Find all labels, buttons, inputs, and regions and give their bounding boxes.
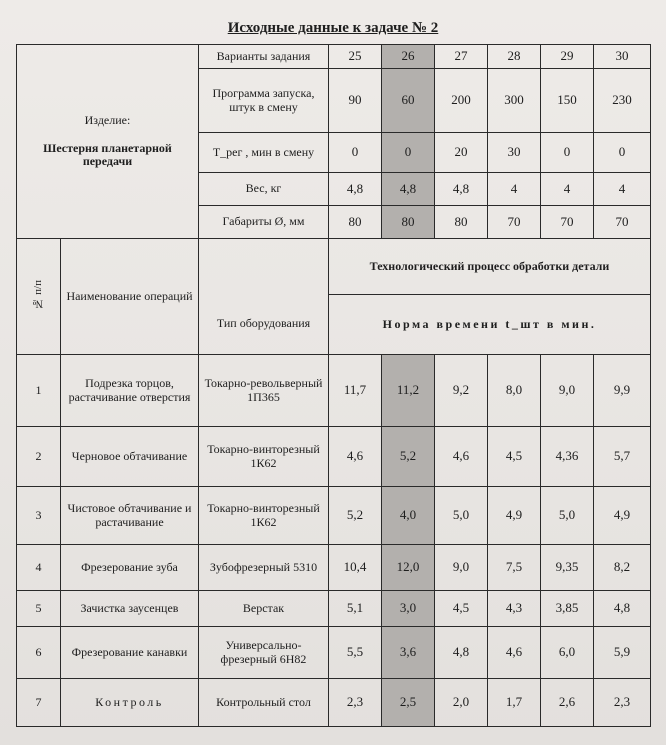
- op-name: Фрезерование канавки: [61, 627, 199, 679]
- op-value: 2,0: [435, 679, 488, 727]
- op-value: 8,0: [488, 355, 541, 427]
- variant-cell: 27: [435, 45, 488, 69]
- op-value: 4,5: [488, 427, 541, 487]
- op-equipment: Контрольный стол: [199, 679, 329, 727]
- param-label: Программа запуска, штук в смену: [199, 69, 329, 133]
- op-value: 5,5: [329, 627, 382, 679]
- param-value: 0: [541, 133, 594, 173]
- op-value: 3,0: [382, 591, 435, 627]
- param-value: 0: [594, 133, 651, 173]
- op-value: 4,8: [594, 591, 651, 627]
- param-value: 0: [382, 133, 435, 173]
- operation-header: Наименование операций: [61, 239, 199, 355]
- variants-row: [17, 45, 651, 69]
- data-table: [16, 44, 651, 727]
- product-cell: [17, 45, 199, 239]
- op-equipment: Универсально-фрезерный 6Н82: [199, 627, 329, 679]
- page-title: Исходные данные к задаче № 2: [227, 20, 439, 36]
- op-name: Черновое обтачивание: [61, 427, 199, 487]
- op-value: 12,0: [382, 545, 435, 591]
- op-value: 9,35: [541, 545, 594, 591]
- op-equipment: Токарно-винторезный 1К62: [199, 487, 329, 545]
- param-value: 4,8: [329, 173, 382, 206]
- op-value: 4,5: [435, 591, 488, 627]
- op-num: 1: [17, 355, 61, 427]
- param-value: 4: [541, 173, 594, 206]
- op-value: 2,3: [594, 679, 651, 727]
- num-header: [17, 239, 61, 355]
- op-num: 4: [17, 545, 61, 591]
- equipment-header: Тип оборудования: [199, 295, 329, 355]
- op-value: 4,6: [329, 427, 382, 487]
- op-value: 2,3: [329, 679, 382, 727]
- process-title: Технологический процесс обработки детали: [329, 239, 651, 295]
- param-value: 60: [382, 69, 435, 133]
- op-equipment: Верстак: [199, 591, 329, 627]
- table-row: [17, 679, 651, 727]
- op-value: 3,85: [541, 591, 594, 627]
- product-name: Шестерня планетарной передачи: [43, 140, 172, 169]
- param-label: Габариты Ø, мм: [199, 206, 329, 239]
- variant-cell: 29: [541, 45, 594, 69]
- op-value: 5,9: [594, 627, 651, 679]
- param-value: 80: [329, 206, 382, 239]
- param-value: 0: [329, 133, 382, 173]
- op-value: 2,5: [382, 679, 435, 727]
- variant-cell: 30: [594, 45, 651, 69]
- op-value: 5,2: [382, 427, 435, 487]
- table-row: [17, 487, 651, 545]
- op-value: 5,0: [435, 487, 488, 545]
- op-equipment: Токарно-револьверный 1П365: [199, 355, 329, 427]
- op-value: 5,7: [594, 427, 651, 487]
- op-value: 5,2: [329, 487, 382, 545]
- param-label: Т_рег , мин в смену: [199, 133, 329, 173]
- op-value: 2,6: [541, 679, 594, 727]
- op-value: 9,2: [435, 355, 488, 427]
- op-value: 5,1: [329, 591, 382, 627]
- op-value: 11,7: [329, 355, 382, 427]
- op-value: 9,0: [541, 355, 594, 427]
- op-value: 9,0: [435, 545, 488, 591]
- variants-label: Варианты задания: [199, 45, 329, 69]
- param-value: 4,8: [435, 173, 488, 206]
- variant-cell: 26: [382, 45, 435, 69]
- op-name: Контроль: [61, 679, 199, 727]
- table-row: [17, 355, 651, 427]
- param-value: 70: [541, 206, 594, 239]
- op-num: 5: [17, 591, 61, 627]
- param-value: 70: [594, 206, 651, 239]
- op-name: Зачистка заусенцев: [61, 591, 199, 627]
- param-value: 200: [435, 69, 488, 133]
- op-equipment: Токарно-винторезный 1К62: [199, 427, 329, 487]
- op-value: 4,3: [488, 591, 541, 627]
- op-value: 11,2: [382, 355, 435, 427]
- op-name: Фрезерование зуба: [61, 545, 199, 591]
- op-value: 3,6: [382, 627, 435, 679]
- table-row: [17, 545, 651, 591]
- param-value: 70: [488, 206, 541, 239]
- param-label: Вес, кг: [199, 173, 329, 206]
- param-value: 230: [594, 69, 651, 133]
- op-value: 8,2: [594, 545, 651, 591]
- param-value: 4: [594, 173, 651, 206]
- product-label: Изделие:: [84, 112, 131, 127]
- param-value: 300: [488, 69, 541, 133]
- op-value: 4,6: [435, 427, 488, 487]
- param-value: 150: [541, 69, 594, 133]
- op-value: 4,9: [488, 487, 541, 545]
- variant-cell: 28: [488, 45, 541, 69]
- op-num: 6: [17, 627, 61, 679]
- op-num: 2: [17, 427, 61, 487]
- table-row: [17, 627, 651, 679]
- op-name: Чистовое обтачивание и растачивание: [61, 487, 199, 545]
- op-value: 4,9: [594, 487, 651, 545]
- op-value: 10,4: [329, 545, 382, 591]
- op-value: 4,6: [488, 627, 541, 679]
- param-value: 80: [382, 206, 435, 239]
- param-value: 20: [435, 133, 488, 173]
- param-value: 80: [435, 206, 488, 239]
- variant-cell: 25: [329, 45, 382, 69]
- norm-header: Норма времени t_шт в мин.: [329, 295, 651, 355]
- param-value: 30: [488, 133, 541, 173]
- table-row: [17, 427, 651, 487]
- op-value: 5,0: [541, 487, 594, 545]
- op-value: 4,0: [382, 487, 435, 545]
- op-value: 9,9: [594, 355, 651, 427]
- table-row: [17, 591, 651, 627]
- param-value: 4,8: [382, 173, 435, 206]
- op-value: 1,7: [488, 679, 541, 727]
- param-value: 90: [329, 69, 382, 133]
- num-header-text: № п/п: [32, 279, 45, 310]
- op-num: 7: [17, 679, 61, 727]
- op-value: 4,36: [541, 427, 594, 487]
- op-value: 7,5: [488, 545, 541, 591]
- op-name: Подрезка торцов, растачивание отверстия: [61, 355, 199, 427]
- op-num: 3: [17, 487, 61, 545]
- param-value: 4: [488, 173, 541, 206]
- op-value: 6,0: [541, 627, 594, 679]
- op-equipment: Зубофрезерный 5310: [199, 545, 329, 591]
- process-title-row: [17, 239, 651, 295]
- op-value: 4,8: [435, 627, 488, 679]
